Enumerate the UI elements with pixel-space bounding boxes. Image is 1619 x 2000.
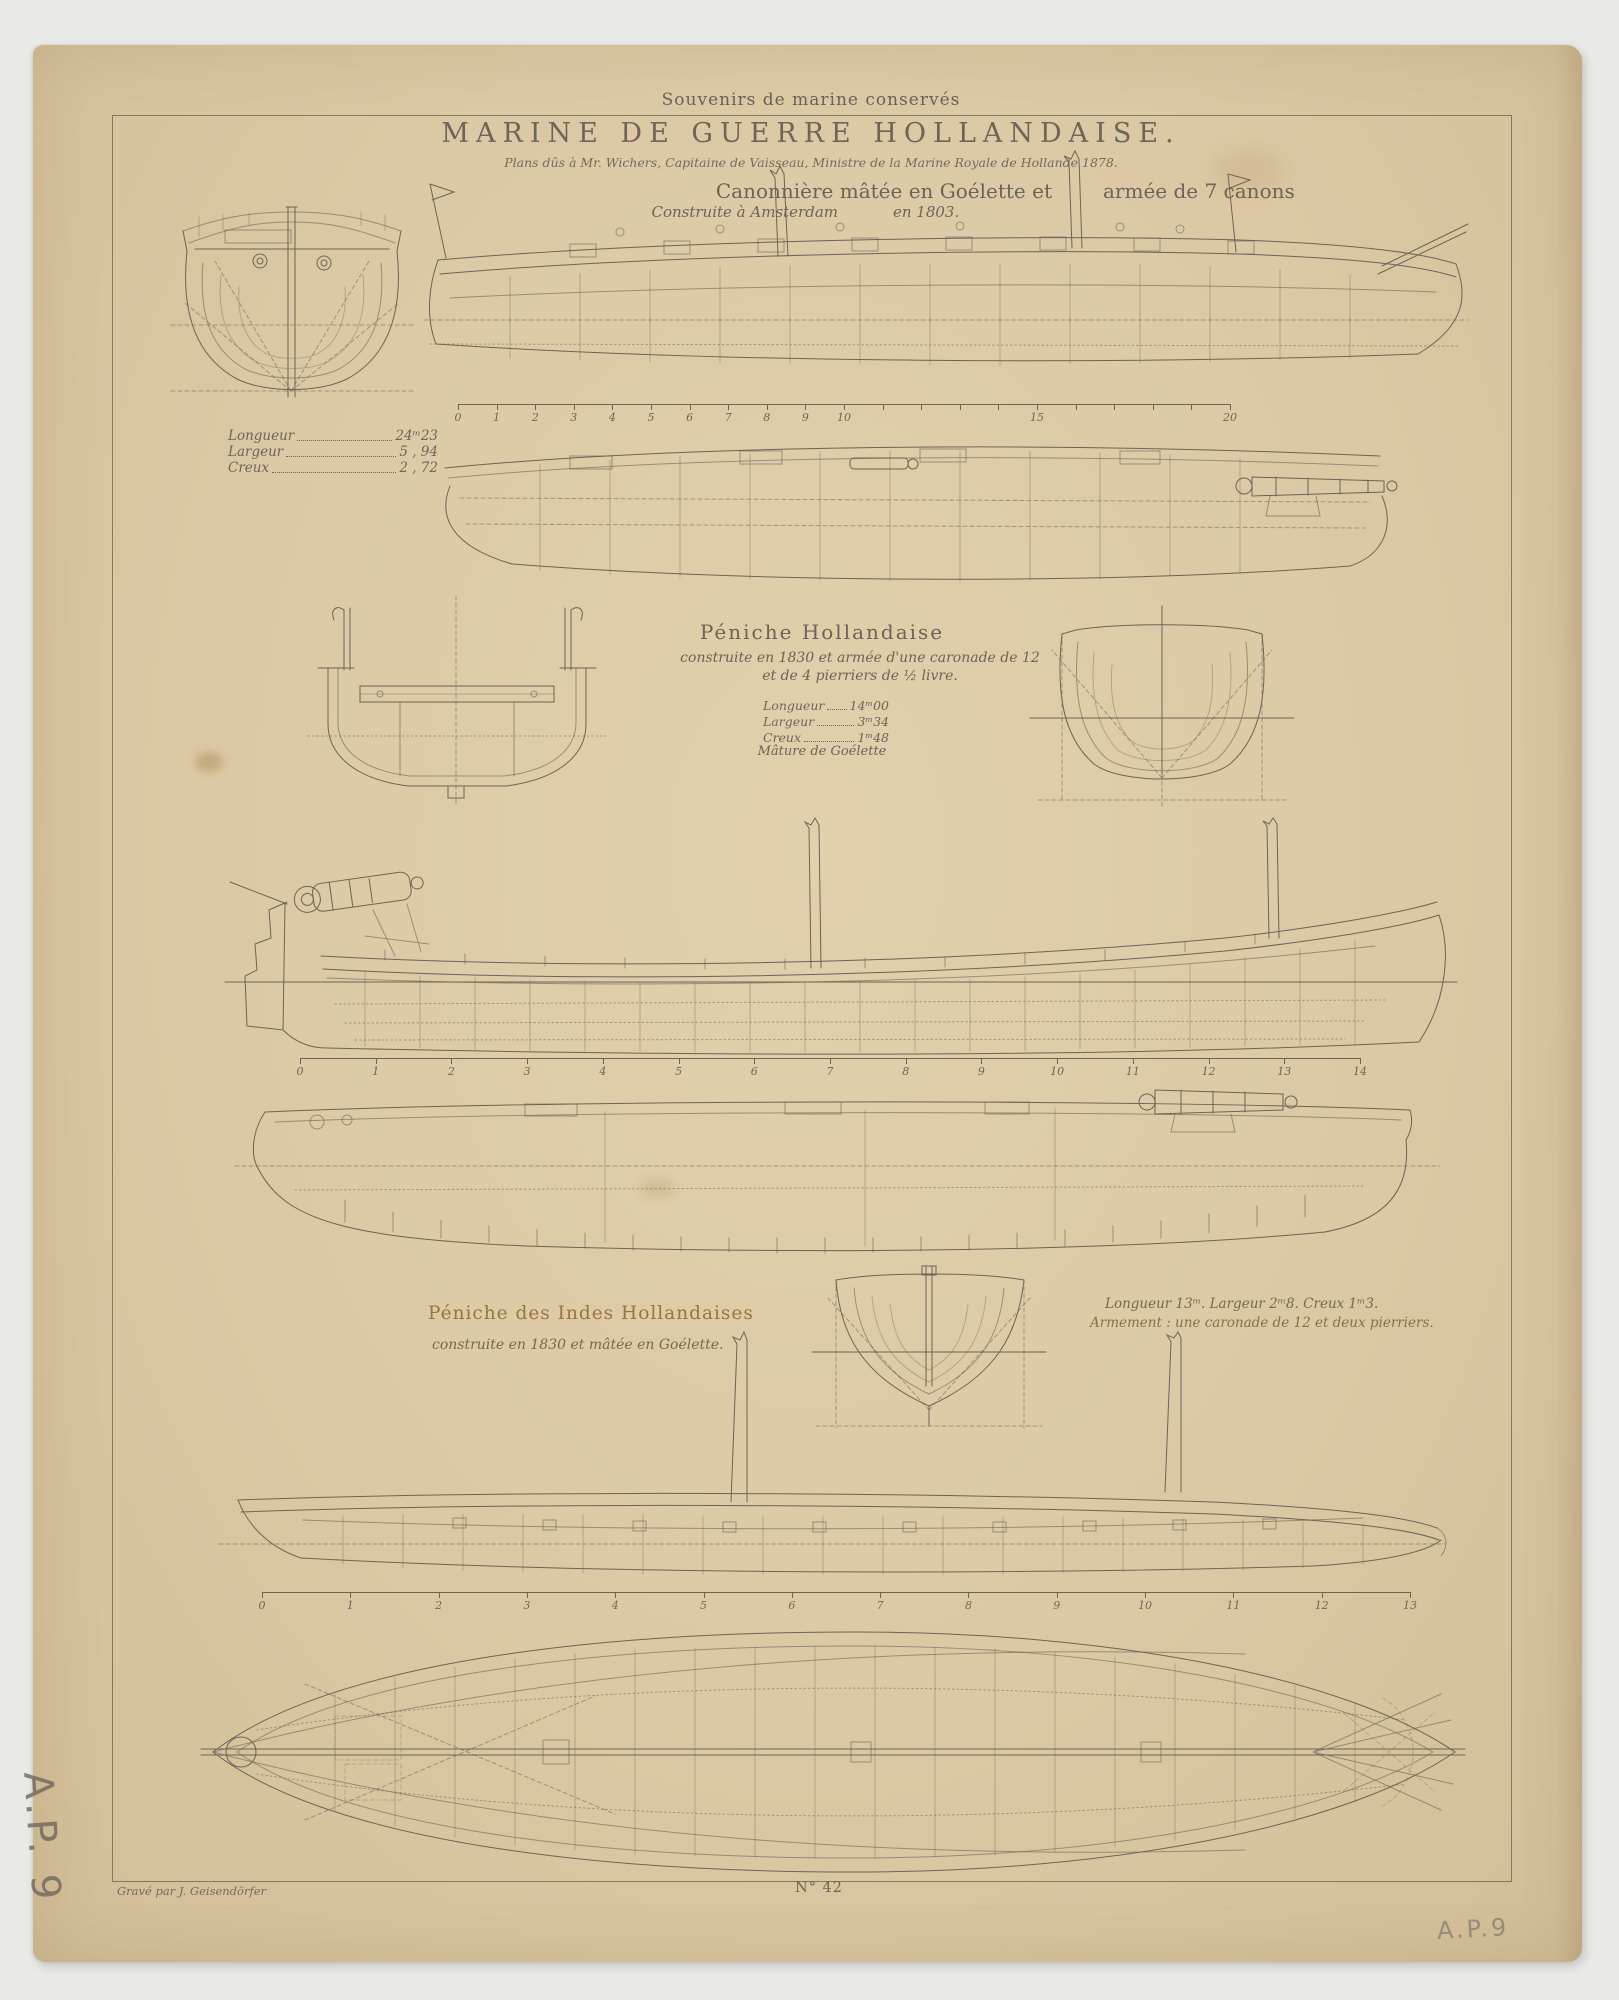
- scale-tick-label: 0: [258, 1599, 266, 1612]
- davits: [333, 608, 583, 670]
- scale-tick-label: 8: [763, 411, 771, 424]
- indes-deck-plan-drawing: [195, 1622, 1472, 1880]
- scale-tick: [1133, 1058, 1134, 1064]
- scale-tick-label: 4: [611, 1599, 619, 1612]
- scale-tick-label: 4: [599, 1065, 607, 1078]
- peniche-dimensions: [763, 697, 889, 745]
- scale-tick: [350, 1592, 351, 1598]
- scale-tick-label: 2: [435, 1599, 443, 1612]
- scale-tick-label: 13: [1277, 1065, 1292, 1078]
- scale-tick: [1191, 404, 1192, 410]
- scale-tick-label: 3: [523, 1599, 531, 1612]
- hatches: [570, 449, 1160, 469]
- stem: [238, 1500, 301, 1558]
- scale-tick-label: 12: [1201, 1065, 1216, 1078]
- scale-tick: [1322, 1592, 1323, 1598]
- peniche-subtitle-1: construite en 1830 et armée d'une caronade de 12: [680, 650, 1040, 666]
- scale-tick: [615, 1592, 616, 1598]
- scale-tick-label: 0: [296, 1065, 304, 1078]
- scale-tick-label: 10: [1138, 1599, 1153, 1612]
- scale-tick-label: 1: [372, 1065, 380, 1078]
- scale-tick-label: 7: [724, 411, 732, 424]
- masts: [731, 1332, 1181, 1502]
- main-title: MARINE DE GUERRE HOLLANDAISE.: [441, 118, 1181, 149]
- scale-tick: [1360, 1058, 1361, 1064]
- thwart-beam: [360, 686, 554, 776]
- scale-tick: [300, 1058, 301, 1064]
- scale-tick: [535, 404, 536, 410]
- cannon-bow: [1139, 1090, 1297, 1132]
- stern: [1418, 264, 1462, 354]
- cannon-mid: [850, 458, 918, 469]
- plate-number: N° 42: [795, 1880, 843, 1896]
- peniche-subtitle-2: et de 4 pierriers de ½ livre.: [762, 668, 958, 684]
- scale-tick-label: 1: [493, 411, 501, 424]
- timberheads: [385, 934, 1255, 969]
- rudder-and-tiller: [230, 882, 287, 1030]
- scale-tick-label: 5: [700, 1599, 708, 1612]
- scale-tick: [1153, 404, 1154, 410]
- gunboat-dimensions: [228, 428, 438, 476]
- scale-tick: [1233, 1592, 1234, 1598]
- gunboat-scale-bar: [454, 404, 1237, 428]
- bowsprit: [1378, 224, 1468, 274]
- scale-tick-label: 3: [570, 411, 578, 424]
- scale-tick-label: 10: [1050, 1065, 1065, 1078]
- scale-tick: [921, 404, 922, 410]
- scale-tick-label: 14: [1353, 1065, 1367, 1078]
- scale-tick-label: 20: [1223, 411, 1237, 424]
- scale-tick-label: 10: [837, 411, 851, 424]
- indes-armament-line: Armement : une caronade de 12 et deux pierriers.: [1090, 1315, 1434, 1331]
- dimension-row: Longueur 14ᵐ00: [763, 698, 889, 713]
- handwritten-annotation-right: A.P.9: [1436, 1913, 1510, 1945]
- indes-side-elevation-drawing: [213, 1332, 1450, 1590]
- gunboat-built-right: en 1803.: [893, 203, 960, 221]
- scale-tick-label: 6: [788, 1599, 796, 1612]
- scale-tick-label: 9: [1053, 1599, 1061, 1612]
- cannon-stern: [1236, 477, 1397, 516]
- scale-tick: [497, 404, 498, 410]
- bulkheads: [605, 1109, 1055, 1246]
- scale-tick: [439, 1592, 440, 1598]
- rudder-port: [226, 1737, 256, 1767]
- sheer-rail: [438, 238, 1456, 264]
- scale-tick: [830, 1058, 831, 1064]
- scale-tick: [1057, 1592, 1058, 1598]
- scale-tick: [690, 404, 691, 410]
- scale-tick: [603, 1058, 604, 1064]
- bow-grating-fan: [1313, 1694, 1453, 1810]
- scale-tick: [679, 1058, 680, 1064]
- scale-tick: [981, 1058, 982, 1064]
- peniche-title: Péniche Hollandaise: [699, 620, 945, 644]
- scale-tick-label: 7: [826, 1065, 834, 1078]
- hatches: [335, 1716, 1161, 1800]
- series-title: Souvenirs de marine conservés: [661, 90, 961, 110]
- gunboat-body-plan-drawing: [163, 203, 421, 405]
- scale-tick-label: 8: [964, 1599, 972, 1612]
- scale-tick-label: 5: [675, 1065, 683, 1078]
- scale-tick-label: 5: [647, 411, 655, 424]
- scale-tick: [880, 1592, 881, 1598]
- scale-tick: [728, 404, 729, 410]
- gun-muzzle: [317, 256, 331, 270]
- stem: [429, 260, 438, 344]
- scale-tick: [1284, 1058, 1285, 1064]
- peniche-rigging-note: Mâture de Goélette: [757, 744, 887, 759]
- scale-tick-label: 12: [1314, 1599, 1329, 1612]
- dimension-row: Largeur 5 , 94: [228, 444, 438, 460]
- scale-tick: [1076, 404, 1077, 410]
- scale-tick: [527, 1592, 528, 1598]
- scale-tick: [754, 1058, 755, 1064]
- scale-tick-label: 2: [531, 411, 539, 424]
- sheer-rail: [238, 1493, 1437, 1528]
- scale-tick: [574, 404, 575, 410]
- gunports: [570, 237, 1254, 257]
- keel: [436, 344, 1418, 361]
- dimension-row: Creux 1ᵐ48: [763, 730, 889, 745]
- indes-scale-bar: [258, 1592, 1417, 1616]
- centerline: [201, 1749, 1465, 1755]
- frames: [540, 451, 1240, 581]
- scale-tick-label: 1: [346, 1599, 354, 1612]
- indes-dimensions-line: Longueur 13ᵐ. Largeur 2ᵐ8. Creux 1ᵐ3.: [1105, 1296, 1379, 1312]
- peniche-longitudinal-section-drawing: [225, 1070, 1450, 1265]
- scale-tick: [704, 1592, 705, 1598]
- scale-tick: [792, 1592, 793, 1598]
- scale-tick: [805, 404, 806, 410]
- peniche-side-elevation-drawing: [225, 818, 1457, 1058]
- scale-tick: [998, 404, 999, 410]
- scale-tick: [1037, 404, 1038, 410]
- scale-tick: [376, 1058, 377, 1064]
- scale-tick-label: 15: [1030, 411, 1044, 424]
- scale-tick: [651, 404, 652, 410]
- section-lines: [510, 264, 1350, 365]
- gunboat-built-left: Construite à Amsterdam: [651, 203, 838, 221]
- scale-tick: [1145, 1592, 1146, 1598]
- scale-tick: [527, 1058, 528, 1064]
- deck-beams: [335, 1646, 1355, 1858]
- frames: [365, 940, 1355, 1052]
- bow-stem: [1419, 915, 1445, 1042]
- attribution-line: Plans dûs à Mr. Wichers, Capitaine de Vaisseau, Ministre de la Marine Royale de Hollande 1878.: [504, 155, 1118, 170]
- scale-tick: [1410, 1592, 1411, 1598]
- scale-tick-label: 0: [454, 411, 462, 424]
- windlass: [310, 1115, 352, 1129]
- scale-tick-label: 11: [1125, 1065, 1140, 1078]
- masts: [805, 818, 1279, 968]
- scale-tick-label: 6: [686, 411, 694, 424]
- scale-tick: [1209, 1058, 1210, 1064]
- ensign-staff: [430, 184, 454, 258]
- gun-mount: [365, 904, 429, 956]
- gun-muzzle: [253, 254, 267, 268]
- scale-tick-label: 11: [1226, 1599, 1241, 1612]
- scale-tick-label: 8: [902, 1065, 910, 1078]
- peniche-structural-section-drawing: [288, 596, 626, 806]
- scale-tick: [1114, 404, 1115, 410]
- handwritten-annotation-left: A.P. 9: [14, 1770, 70, 1906]
- scale-tick-label: 13: [1403, 1599, 1417, 1612]
- gunboat-longitudinal-section-drawing: [420, 424, 1412, 586]
- peniche-body-plan-drawing: [1018, 606, 1306, 808]
- scale-tick: [458, 404, 459, 410]
- dimension-row: Largeur 3ᵐ34: [763, 714, 889, 729]
- gunboat-title-left: Canonnière mâtée en Goélette et: [715, 179, 1052, 203]
- scale-tick: [968, 1592, 969, 1598]
- keel: [283, 1030, 1419, 1054]
- engraver-credit: Gravé par J. Geisendörfer: [117, 1884, 267, 1898]
- indes-subtitle: construite en 1830 et mâtée en Goélette.: [432, 1337, 724, 1353]
- dimension-row: Longueur 24ᵐ23: [228, 428, 438, 444]
- scale-tick: [767, 404, 768, 410]
- scale-tick: [262, 1592, 263, 1598]
- gunboat-title-right: armée de 7 canons: [1103, 179, 1295, 203]
- carronade: [293, 869, 426, 915]
- peniche-scale-bar: [296, 1058, 1367, 1082]
- scale-tick: [451, 1058, 452, 1064]
- scale-tick: [906, 1058, 907, 1064]
- deck-cannons: [616, 222, 1184, 236]
- scale-tick: [960, 404, 961, 410]
- scale-tick-label: 3: [523, 1065, 531, 1078]
- sheer-rail: [321, 902, 1437, 964]
- indes-title: Péniche des Indes Hollandaises: [428, 1303, 754, 1324]
- scale-tick-label: 4: [608, 411, 616, 424]
- keel: [301, 1540, 1441, 1572]
- scale-tick: [1230, 404, 1231, 410]
- scale-tick: [844, 404, 845, 410]
- scale-tick-label: 2: [447, 1065, 455, 1078]
- scale-tick-label: 6: [750, 1065, 758, 1078]
- scale-tick: [1057, 1058, 1058, 1064]
- scale-tick-label: 9: [801, 411, 809, 424]
- dimension-row: Creux 2 , 72: [228, 460, 438, 476]
- scale-tick-label: 7: [876, 1599, 884, 1612]
- scale-tick: [612, 404, 613, 410]
- scale-tick-label: 9: [977, 1065, 985, 1078]
- scale-tick: [883, 404, 884, 410]
